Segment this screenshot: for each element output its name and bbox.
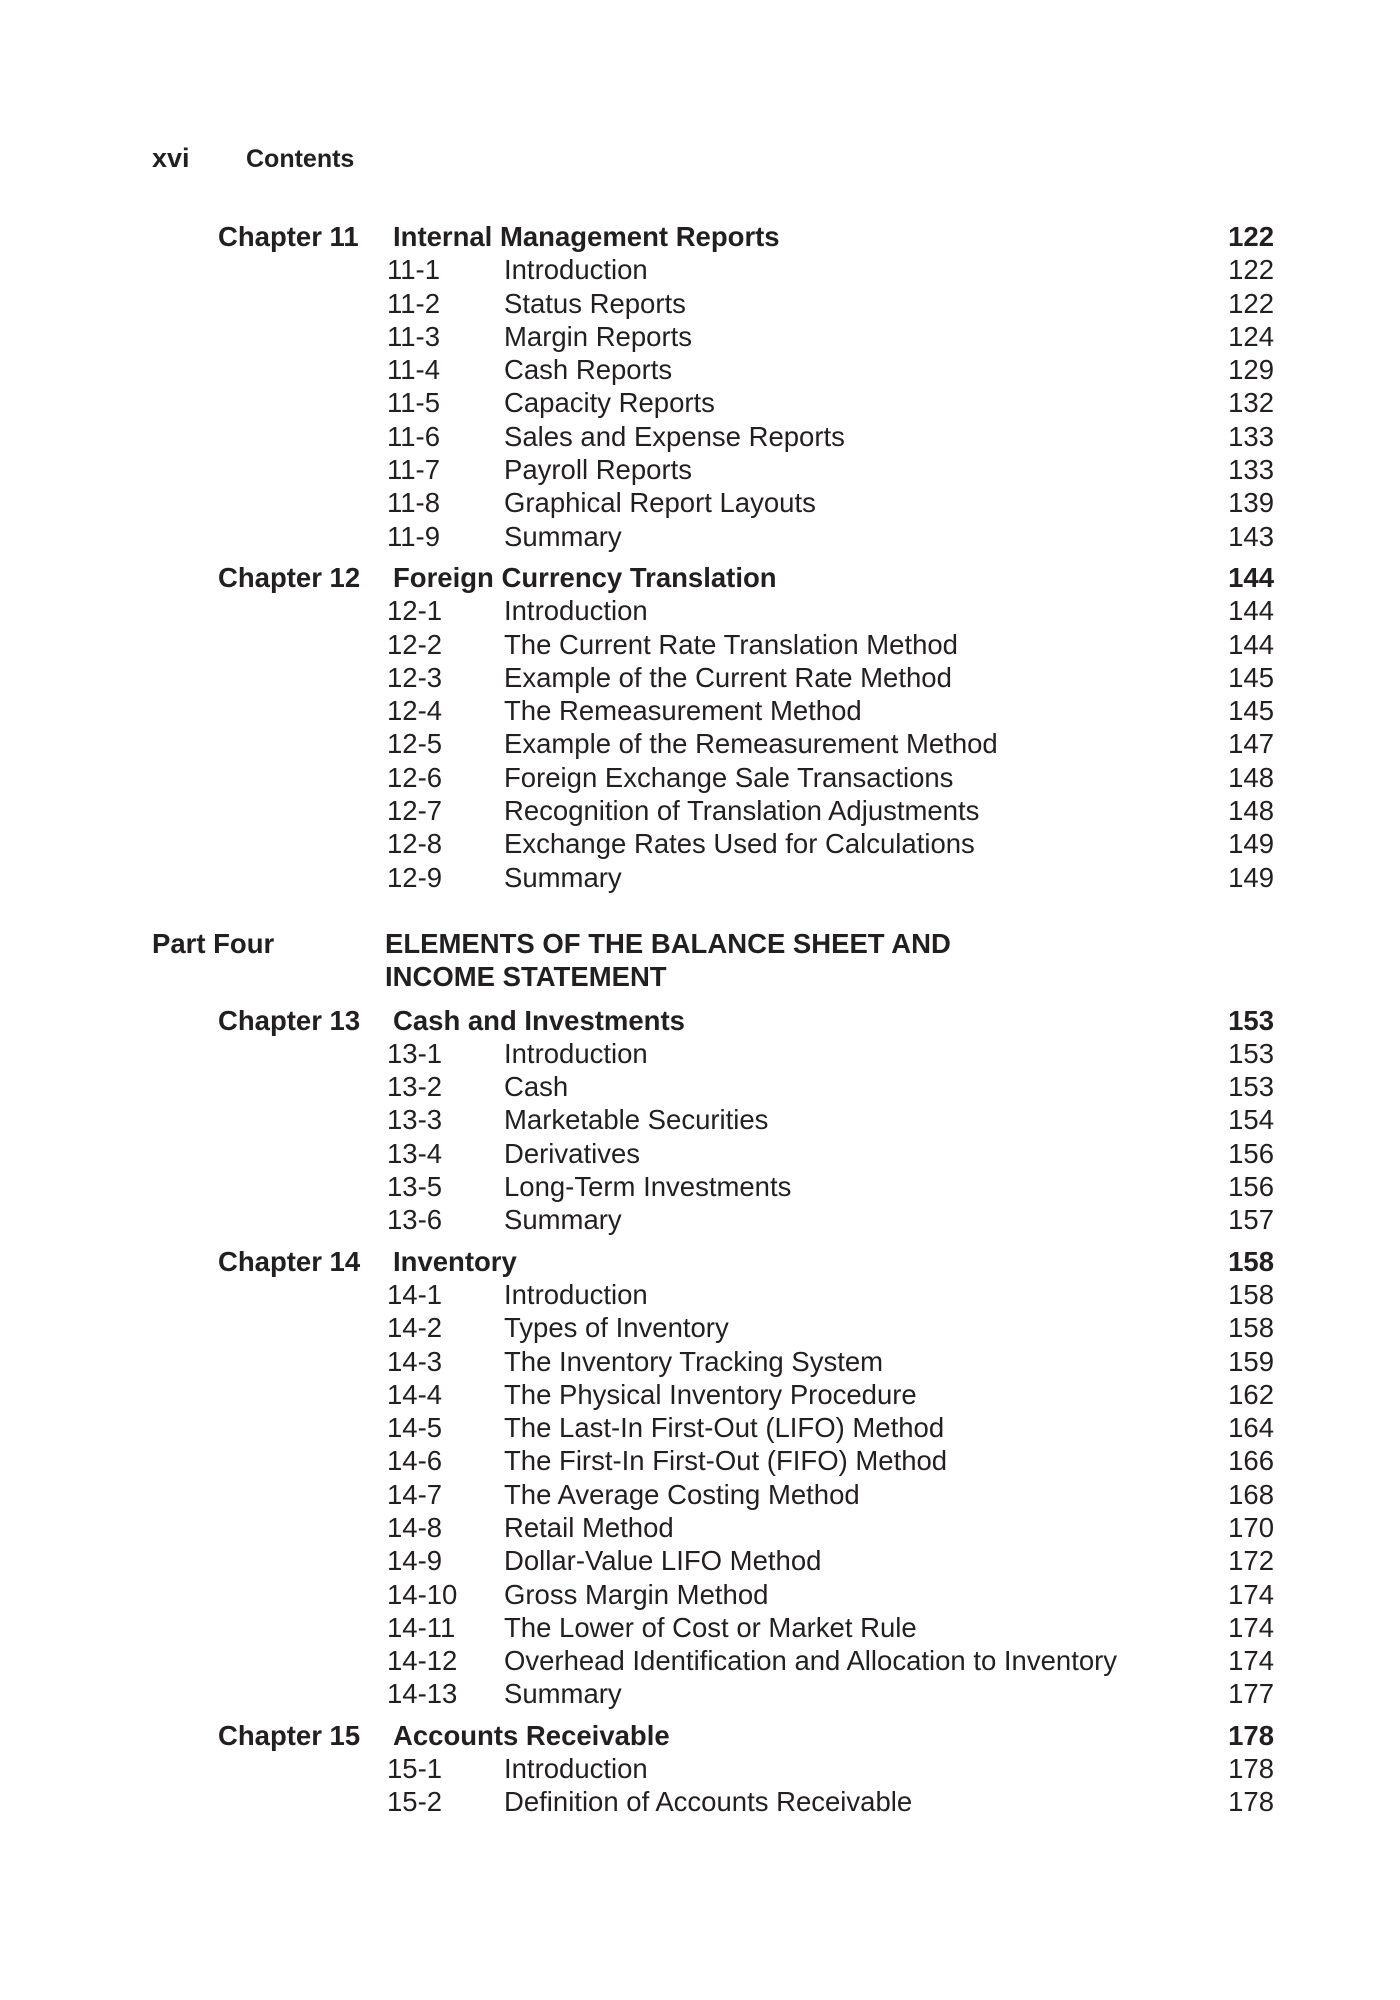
section-entry bbox=[0, 727, 1400, 760]
section-entry bbox=[0, 386, 1400, 419]
section-page-number: 139 bbox=[1228, 487, 1274, 519]
section-title: Capacity Reports bbox=[504, 387, 715, 419]
chapter-heading bbox=[0, 1719, 1400, 1752]
section-entry bbox=[0, 1411, 1400, 1444]
section-number: 14-5 bbox=[387, 1412, 443, 1444]
section-title: Gross Margin Method bbox=[504, 1578, 769, 1610]
chapter-page-number: 178 bbox=[1228, 1719, 1274, 1751]
section-page-number: 174 bbox=[1228, 1578, 1274, 1610]
chapter-title: Internal Management Reports bbox=[393, 221, 780, 252]
section-title: The Physical Inventory Procedure bbox=[504, 1378, 917, 1410]
section-title: The Current Rate Translation Method bbox=[504, 628, 958, 660]
section-title: The Lower of Cost or Market Rule bbox=[504, 1611, 917, 1643]
section-title: Introduction bbox=[504, 595, 648, 627]
section-number: 11-8 bbox=[387, 487, 440, 519]
section-entry bbox=[0, 1785, 1400, 1818]
section-page-number: 177 bbox=[1228, 1678, 1274, 1710]
chapter-group-a bbox=[0, 220, 1400, 894]
chapter-heading bbox=[0, 220, 1400, 253]
section-entry bbox=[0, 1170, 1400, 1203]
chapter-heading bbox=[0, 561, 1400, 594]
section-title: Graphical Report Layouts bbox=[504, 487, 816, 519]
section-number: 13-5 bbox=[387, 1171, 443, 1203]
section-number: 12-2 bbox=[387, 628, 443, 660]
section-title: Introduction bbox=[504, 1037, 648, 1069]
section-page-number: 174 bbox=[1228, 1645, 1274, 1677]
section-entry bbox=[0, 761, 1400, 794]
chapter-label: Chapter 14 bbox=[218, 1245, 361, 1277]
section-number: 14-10 bbox=[387, 1578, 458, 1610]
chapter-title: Inventory bbox=[393, 1245, 517, 1277]
section-entry bbox=[0, 794, 1400, 827]
section-entry bbox=[0, 353, 1400, 386]
section-number: 14-1 bbox=[387, 1278, 443, 1310]
section-entry bbox=[0, 1578, 1400, 1611]
section-number: 12-9 bbox=[387, 861, 443, 893]
section-page-number: 164 bbox=[1228, 1412, 1274, 1444]
section-title: Recognition of Translation Adjustments bbox=[504, 795, 980, 827]
section-number: 13-3 bbox=[387, 1104, 443, 1136]
section-page-number: 149 bbox=[1228, 828, 1274, 860]
part-heading-continued bbox=[0, 960, 1400, 993]
section-entry bbox=[0, 1103, 1400, 1136]
section-number: 14-6 bbox=[387, 1445, 443, 1477]
part-label: Part Four bbox=[152, 927, 275, 959]
section-page-number: 129 bbox=[1228, 354, 1274, 386]
chapter-page-number: 122 bbox=[1228, 221, 1274, 252]
section-number: 11-1 bbox=[387, 254, 440, 286]
section-page-number: 178 bbox=[1228, 1753, 1274, 1785]
running-head-label: Contents bbox=[246, 145, 355, 173]
section-entry bbox=[0, 1378, 1400, 1411]
chapter-title: Cash and Investments bbox=[393, 1004, 685, 1036]
section-page-number: 148 bbox=[1228, 761, 1274, 793]
section-page-number: 153 bbox=[1228, 1071, 1274, 1103]
section-page-number: 170 bbox=[1228, 1511, 1274, 1543]
section-entry bbox=[0, 827, 1400, 860]
section-number: 12-1 bbox=[387, 595, 443, 627]
section-title: Retail Method bbox=[504, 1511, 674, 1543]
section-number: 13-6 bbox=[387, 1204, 443, 1236]
table-of-contents bbox=[0, 220, 1400, 1819]
section-number: 12-3 bbox=[387, 661, 443, 693]
section-number: 15-2 bbox=[387, 1786, 443, 1818]
section-page-number: 153 bbox=[1228, 1037, 1274, 1069]
section-number: 13-2 bbox=[387, 1071, 443, 1103]
section-entry bbox=[0, 628, 1400, 661]
section-page-number: 133 bbox=[1228, 454, 1274, 486]
section-page-number: 124 bbox=[1228, 320, 1274, 352]
section-title: Derivatives bbox=[504, 1137, 641, 1169]
section-entry bbox=[0, 594, 1400, 627]
section-number: 12-8 bbox=[387, 828, 443, 860]
section-page-number: 147 bbox=[1228, 728, 1274, 760]
section-entry bbox=[0, 1478, 1400, 1511]
section-title: Foreign Exchange Sale Transactions bbox=[504, 761, 954, 793]
section-number: 14-7 bbox=[387, 1478, 443, 1510]
chapter-block bbox=[0, 561, 1400, 894]
chapter-heading bbox=[0, 1004, 1400, 1037]
section-entry bbox=[0, 1345, 1400, 1378]
section-entry bbox=[0, 486, 1400, 519]
section-number: 12-7 bbox=[387, 795, 443, 827]
section-title: Cash Reports bbox=[504, 354, 673, 386]
section-page-number: 143 bbox=[1228, 520, 1274, 552]
section-number: 15-1 bbox=[387, 1753, 443, 1785]
section-title: Margin Reports bbox=[504, 320, 692, 352]
section-title: Summary bbox=[504, 1204, 622, 1236]
section-title: Introduction bbox=[504, 254, 648, 286]
section-number: 11-3 bbox=[387, 320, 440, 352]
section-title: Introduction bbox=[504, 1753, 648, 1785]
section-title: Exchange Rates Used for Calculations bbox=[504, 828, 975, 860]
section-entry bbox=[0, 694, 1400, 727]
section-title: The Average Costing Method bbox=[504, 1478, 860, 1510]
section-number: 14-9 bbox=[387, 1545, 443, 1577]
section-title: Introduction bbox=[504, 1278, 648, 1310]
section-entry bbox=[0, 1278, 1400, 1311]
section-entry bbox=[0, 1511, 1400, 1544]
section-title: Sales and Expense Reports bbox=[504, 420, 845, 452]
section-entry bbox=[0, 861, 1400, 894]
section-page-number: 178 bbox=[1228, 1786, 1274, 1818]
section-page-number: 158 bbox=[1228, 1312, 1274, 1344]
section-page-number: 148 bbox=[1228, 795, 1274, 827]
section-number: 13-1 bbox=[387, 1037, 443, 1069]
chapter-title: Foreign Currency Translation bbox=[393, 561, 777, 593]
section-entry bbox=[0, 661, 1400, 694]
section-number: 14-11 bbox=[387, 1611, 456, 1643]
chapter-heading bbox=[0, 1245, 1400, 1278]
section-entry bbox=[0, 1752, 1400, 1785]
section-title: Summary bbox=[504, 861, 622, 893]
section-title: The Remeasurement Method bbox=[504, 695, 862, 727]
section-entry bbox=[0, 1644, 1400, 1677]
section-page-number: 166 bbox=[1228, 1445, 1274, 1477]
section-number: 14-8 bbox=[387, 1511, 443, 1543]
section-page-number: 122 bbox=[1228, 254, 1274, 286]
section-entry bbox=[0, 420, 1400, 453]
section-entry bbox=[0, 1037, 1400, 1070]
section-number: 14-13 bbox=[387, 1678, 458, 1710]
chapter-group-b bbox=[0, 1004, 1400, 1819]
page-folio: xvi bbox=[152, 143, 190, 173]
section-number: 13-4 bbox=[387, 1137, 443, 1169]
section-page-number: 174 bbox=[1228, 1611, 1274, 1643]
section-entry bbox=[0, 1203, 1400, 1236]
section-number: 12-5 bbox=[387, 728, 443, 760]
section-title: Long-Term Investments bbox=[504, 1171, 792, 1203]
section-entry bbox=[0, 1311, 1400, 1344]
chapter-block bbox=[0, 1245, 1400, 1711]
chapter-block bbox=[0, 220, 1400, 553]
running-head bbox=[152, 143, 354, 177]
section-number: 14-3 bbox=[387, 1345, 443, 1377]
section-entry bbox=[0, 520, 1400, 553]
section-entry bbox=[0, 320, 1400, 353]
section-page-number: 168 bbox=[1228, 1478, 1274, 1510]
chapter-label: Chapter 13 bbox=[218, 1004, 361, 1036]
chapter-page-number: 158 bbox=[1228, 1245, 1274, 1277]
section-page-number: 145 bbox=[1228, 661, 1274, 693]
section-page-number: 154 bbox=[1228, 1104, 1274, 1136]
section-entry bbox=[0, 1137, 1400, 1170]
section-title: Payroll Reports bbox=[504, 454, 692, 486]
section-title: Marketable Securities bbox=[504, 1104, 769, 1136]
section-page-number: 122 bbox=[1228, 287, 1274, 319]
section-title: Example of the Current Rate Method bbox=[504, 661, 952, 693]
section-number: 14-2 bbox=[387, 1312, 443, 1344]
section-page-number: 132 bbox=[1228, 387, 1274, 419]
chapter-page-number: 144 bbox=[1228, 561, 1274, 593]
chapter-page-number: 153 bbox=[1228, 1004, 1274, 1036]
section-title: Summary bbox=[504, 520, 622, 552]
section-title: Overhead Identification and Allocation to Inventory bbox=[504, 1645, 1118, 1677]
section-entry bbox=[0, 1070, 1400, 1103]
part-title-line-1: ELEMENTS OF THE BALANCE SHEET AND bbox=[385, 927, 951, 959]
chapter-block bbox=[0, 1004, 1400, 1237]
section-number: 14-12 bbox=[387, 1645, 458, 1677]
section-page-number: 156 bbox=[1228, 1171, 1274, 1203]
chapter-label: Chapter 11 bbox=[218, 221, 359, 252]
chapter-title: Accounts Receivable bbox=[393, 1719, 670, 1751]
section-page-number: 144 bbox=[1228, 595, 1274, 627]
section-page-number: 156 bbox=[1228, 1137, 1274, 1169]
section-title: Example of the Remeasurement Method bbox=[504, 728, 998, 760]
section-entry bbox=[0, 253, 1400, 286]
section-number: 11-4 bbox=[387, 354, 440, 386]
section-page-number: 159 bbox=[1228, 1345, 1274, 1377]
chapter-label: Chapter 12 bbox=[218, 561, 361, 593]
part-title-line-2: INCOME STATEMENT bbox=[385, 961, 667, 993]
section-number: 11-6 bbox=[387, 420, 440, 452]
section-page-number: 158 bbox=[1228, 1278, 1274, 1310]
section-page-number: 149 bbox=[1228, 861, 1274, 893]
section-page-number: 162 bbox=[1228, 1378, 1274, 1410]
section-title: Definition of Accounts Receivable bbox=[504, 1786, 913, 1818]
part-heading bbox=[0, 927, 1400, 960]
section-page-number: 145 bbox=[1228, 695, 1274, 727]
section-entry bbox=[0, 453, 1400, 486]
section-entry bbox=[0, 1544, 1400, 1577]
section-number: 12-4 bbox=[387, 695, 443, 727]
section-number: 12-6 bbox=[387, 761, 443, 793]
section-entry bbox=[0, 1611, 1400, 1644]
section-number: 11-9 bbox=[387, 520, 440, 552]
section-title: Summary bbox=[504, 1678, 622, 1710]
section-page-number: 144 bbox=[1228, 628, 1274, 660]
section-title: Dollar-Value LIFO Method bbox=[504, 1545, 822, 1577]
section-entry bbox=[0, 1444, 1400, 1477]
section-number: 11-7 bbox=[387, 454, 440, 486]
section-title: Types of Inventory bbox=[504, 1312, 729, 1344]
chapter-block bbox=[0, 1719, 1400, 1819]
section-page-number: 157 bbox=[1228, 1204, 1274, 1236]
section-entry bbox=[0, 1677, 1400, 1710]
section-title: The Last-In First-Out (LIFO) Method bbox=[504, 1412, 945, 1444]
section-title: Cash bbox=[504, 1071, 569, 1103]
section-number: 14-4 bbox=[387, 1378, 443, 1410]
section-number: 11-5 bbox=[387, 387, 440, 419]
section-title: Status Reports bbox=[504, 287, 686, 319]
section-page-number: 133 bbox=[1228, 420, 1274, 452]
section-page-number: 172 bbox=[1228, 1545, 1274, 1577]
section-title: The First-In First-Out (FIFO) Method bbox=[504, 1445, 948, 1477]
section-title: The Inventory Tracking System bbox=[504, 1345, 884, 1377]
section-entry bbox=[0, 287, 1400, 320]
chapter-label: Chapter 15 bbox=[218, 1719, 361, 1751]
section-number: 11-2 bbox=[387, 287, 440, 319]
